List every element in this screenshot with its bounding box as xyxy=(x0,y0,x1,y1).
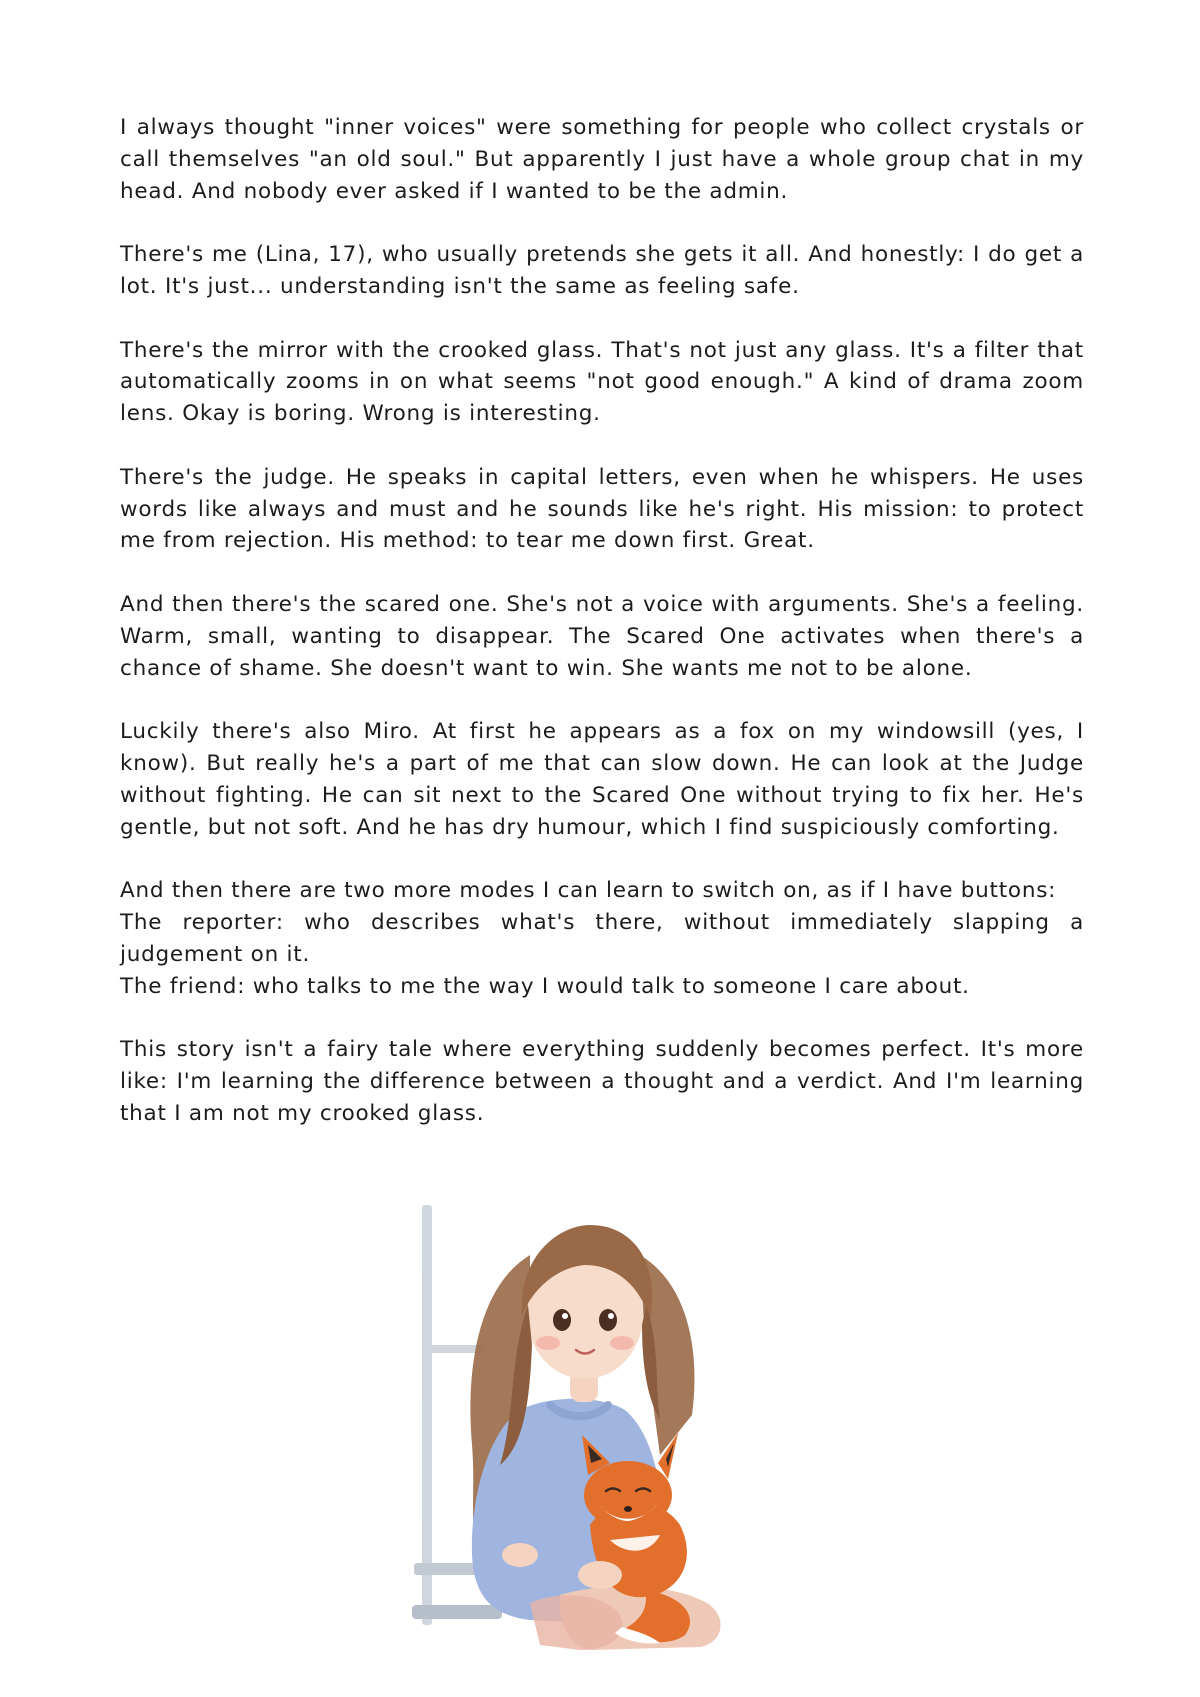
story-text xyxy=(120,112,1084,1161)
girl-with-fox-illustration xyxy=(410,1195,790,1675)
paragraph-closing: This story isn't a fairy tale where everything suddenly becomes perfect. It's more like: I'm learning the difference between a thought and a verdict. And I'm learning that I am not my crooked glass. xyxy=(120,1037,1084,1126)
illustration-svg xyxy=(410,1195,790,1675)
paragraph-judge: There's the judge. He speaks in capital letters, even when he whispers. He uses words like always and must and he sounds like he's right. His mission: to protect me from rejection. His method: to tear me down first. Great. xyxy=(120,464,1084,554)
paragraph-scared-one: And then there's the scared one. She's not a voice with arguments. She's a feeling. Warm, small, wanting to disappear. The Scared One activates when there's a chance of shame. She doesn't want to win. She wants me not to be alone. xyxy=(120,591,1084,681)
paragraph-intro: I always thought "inner voices" were something for people who collect crystals or call themselves "an old soul." But apparently I just have a whole group chat in my head. And nobody ever asked if I wanted to be the admin. xyxy=(120,115,1084,204)
paragraph-miro: Luckily there's also Miro. At first he appears as a fox on my windowsill (yes, I know). But really he's a part of me that can slow down. He can look at the Judge without fighting. He can sit next to the Scared One without trying to fix her. He's gentle, but not soft. And he has dry humour, which I find suspiciously comforting. xyxy=(120,719,1084,840)
paragraph-friend: The friend: who talks to me the way I would talk to someone I care about. xyxy=(120,973,970,999)
paragraph-mirror: There's the mirror with the crooked glass. That's not just any glass. It's a filter that automatically zooms in on what seems "not good enough." A kind of drama zoom lens. Okay is boring. Wrong is interesting. xyxy=(120,337,1084,427)
paragraph-modes-intro: And then there are two more modes I can learn to switch on, as if I have buttons: xyxy=(120,878,1057,904)
paragraph-lina: There's me (Lina, 17), who usually pretends she gets it all. And honestly: I do get a lot. It's just... understanding isn't the same as feeling safe. xyxy=(120,242,1084,299)
paragraph-reporter: The reporter: who describes what's there, without immediately slapping a judgement on it. xyxy=(120,909,1084,967)
